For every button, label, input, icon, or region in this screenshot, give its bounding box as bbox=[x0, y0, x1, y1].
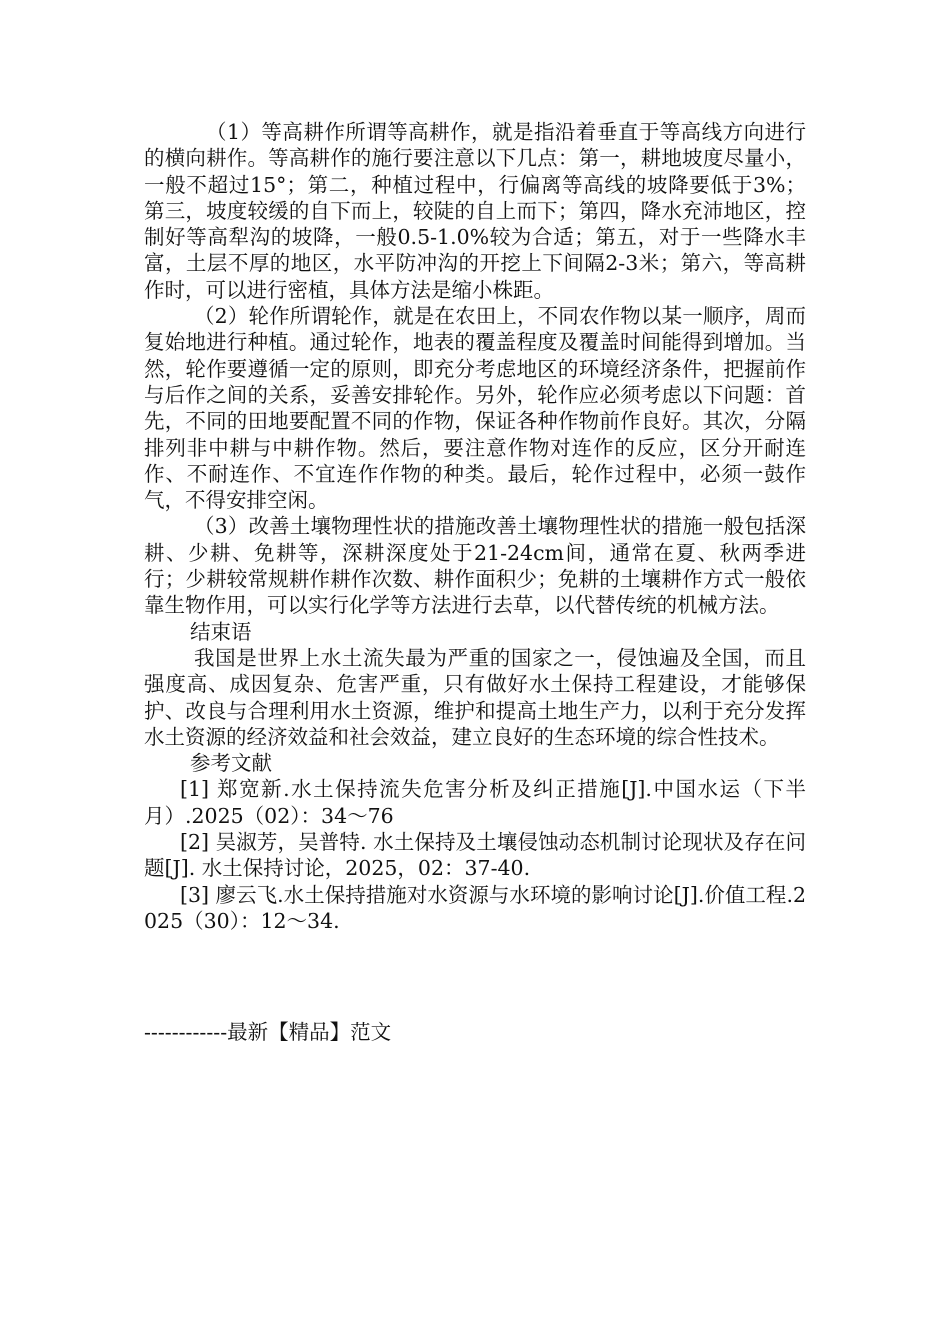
page-footer: ------------最新【精品】范文 bbox=[144, 1020, 392, 1044]
reference-item: [1] 郑宽新.水土保持流失危害分析及纠正措施[J].中国水运（下半月）.2025（02）：34～76 bbox=[144, 777, 806, 828]
conclusion-heading: 结束语 bbox=[190, 619, 252, 644]
references-heading: 参考文献 bbox=[190, 751, 272, 776]
reference-item: [2] 吴淑芳，吴普特. 水土保持及土壤侵蚀动态机制讨论现状及存在问题[J]. 水土保持讨论，2025，02：37-40. bbox=[144, 830, 806, 881]
conclusion-paragraph: 我国是世界上水土流失最为严重的国家之一，侵蚀遍及全国，而且强度高、成因复杂、危害严重，只有做好水土保持工程建设，才能够保护、改良与合理利用水土资源，维护和提高土地生产力，以利于充分发挥水土资源的经济效益和社会效益，建立良好的生态环境的综合性技术。 bbox=[144, 645, 806, 749]
paragraph-contour-tillage: （1）等高耕作所谓等高耕作，就是指沿着垂直于等高线方向进行的横向耕作。等高耕作的施行要注意以下几点：第一，耕地坡度尽量小，一般不超过15°；第二，种植过程中，行偏离等高线的坡降要低于3%；第三，坡度较缓的自下而上，较陡的自上而下；第四，降水充沛地区，控制好等高犁沟的坡降，一般0.5-1.0%较为合适；第五，对于一些降水丰富，土层不厚的地区，水平防冲沟的开挖上下间隔2-3米；第六，等高耕作时，可以进行密植，具体方法是缩小株距。 bbox=[144, 120, 806, 302]
document-body bbox=[144, 119, 806, 934]
reference-item: [3] 廖云飞.水土保持措施对水资源与水环境的影响讨论[J].价值工程.2025（30）：12～34. bbox=[144, 882, 806, 933]
paragraph-soil-improvement: （3）改善土壤物理性状的措施改善土壤物理性状的措施一般包括深耕、少耕、免耕等，深耕深度处于21-24cm间，通常在夏、秋两季进行；少耕较常规耕作耕作次数、耕作面积少；免耕的土壤耕作方式一般依靠生物作用，可以实行化学等方法进行去草，以代替传统的机械方法。 bbox=[144, 514, 806, 618]
paragraph-crop-rotation: （2）轮作所谓轮作，就是在农田上，不同农作物以某一顺序，周而复始地进行种植。通过轮作，地表的覆盖程度及覆盖时间能得到增加。当然，轮作要遵循一定的原则，即充分考虑地区的环境经济条件，把握前作与后作之间的关系，妥善安排轮作。另外，轮作应必须考虑以下问题：首先，不同的田地要配置不同的作物，保证各种作物前作良好。其次，分隔排列非中耕与中耕作物。然后，要注意作物对连作的反应，区分开耐连作、不耐连作、不宜连作作物的种类。最后，轮作过程中，必须一鼓作气，不得安排空闲。 bbox=[144, 304, 806, 513]
